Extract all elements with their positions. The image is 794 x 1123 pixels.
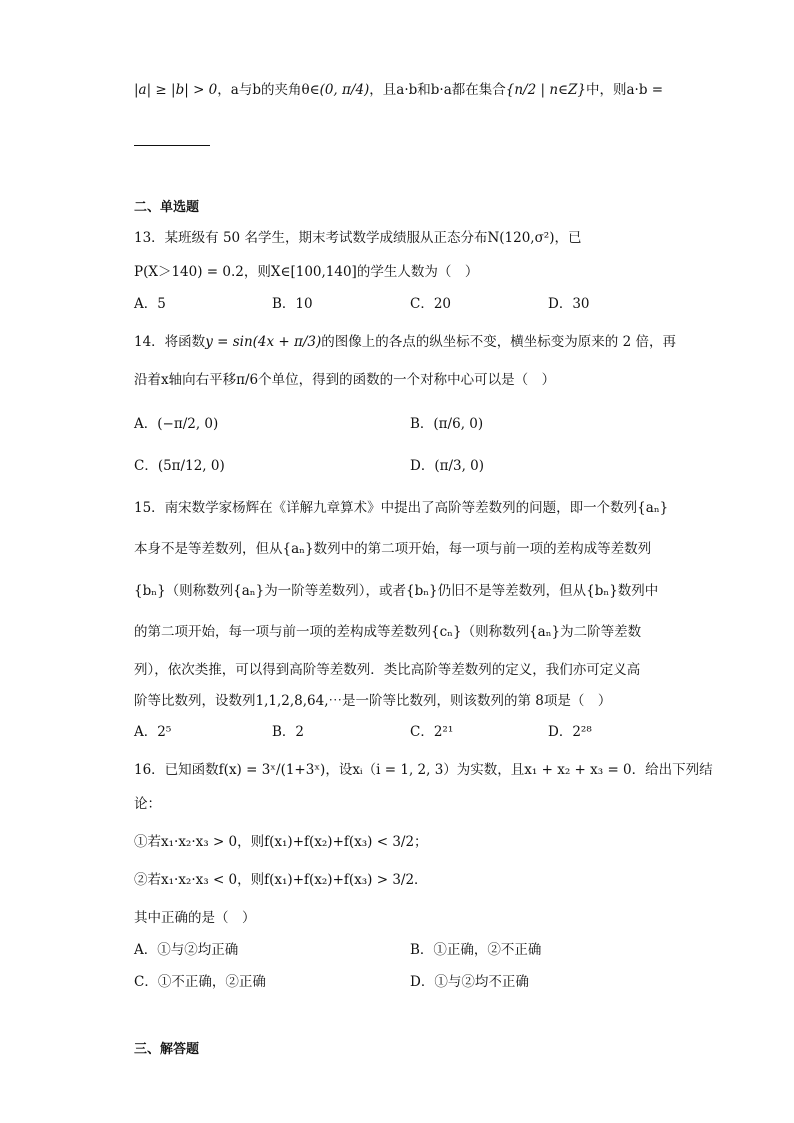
q15-line3: {bₙ}（则称数列{aₙ}为一阶等差数列），或者{bₙ}仍旧不是等差数列，但从{bₙ}数列中 <box>134 583 659 599</box>
q12-tail-line <box>134 80 663 100</box>
q12-text2: ，且a·b和b·a都在集合 <box>369 82 506 98</box>
q16-line1: 16．已知函数f(x) = 3ˣ/(1+3ˣ)，设xᵢ（i = 1, 2, 3）为实数，且x₁ + x₂ + x₃ = 0．给出下列结 <box>134 762 713 778</box>
section-heading-answer-questions: 三、解答题 <box>134 1042 200 1057</box>
q13-option-d: D．30 <box>548 296 590 312</box>
q14-function: y = sin(4x + π/3) <box>205 334 322 350</box>
q16-option-b: B．①正确，②不正确 <box>410 942 542 958</box>
q13-option-b: B．10 <box>272 296 313 312</box>
q13-option-c: C．20 <box>410 296 452 312</box>
q14-option-a: A．(−π/2, 0) <box>134 416 219 432</box>
answer-blank-line <box>134 145 210 146</box>
q12-interval: (0, π/4) <box>319 82 370 98</box>
q15-option-d: D．2²⁸ <box>548 724 592 740</box>
q15-option-c: C．2²¹ <box>410 724 454 740</box>
q14-option-b: B．(π/6, 0) <box>410 416 484 432</box>
q14-line1-suffix: 的图像上的各点的纵坐标不变，横坐标变为原来的 2 倍，再 <box>321 334 676 350</box>
q14-option-c: C．(5π/12, 0) <box>134 458 225 474</box>
q16-option-c: C．①不正确，②正确 <box>134 974 266 990</box>
q15-option-a: A．2⁵ <box>134 724 172 740</box>
q16-line2: 论： <box>134 796 161 812</box>
q16-conclusion-2: ②若x₁·x₂·x₃ < 0，则f(x₁)+f(x₂)+f(x₃) > 3/2． <box>134 872 428 888</box>
q14-line1-prefix: 14．将函数 <box>134 334 206 350</box>
q14-option-d: D．(π/3, 0) <box>410 458 485 474</box>
section-heading-single-choice: 二、单选题 <box>134 200 200 215</box>
q16-option-a: A．①与②均正确 <box>134 942 239 958</box>
q14-line1 <box>134 332 676 352</box>
q13-line1: 13．某班级有 50 名学生，期末考试数学成绩服从正态分布N(120,σ²)，已 <box>134 230 582 246</box>
q12-condition: |a| ≥ |b| > 0 <box>134 82 218 98</box>
q16-question: 其中正确的是（ ） <box>134 910 256 926</box>
q15-line2: 本身不是等差数列，但从{aₙ}数列中的第二项开始，每一项与前一项的差构成等差数列 <box>134 541 652 557</box>
q12-text1: ，a与b的夹角θ∈ <box>217 82 320 98</box>
q16-conclusion-1: ①若x₁·x₂·x₃ > 0，则f(x₁)+f(x₂)+f(x₃) < 3/2； <box>134 834 428 850</box>
q12-text3: 中，则a·b = <box>585 82 664 98</box>
q12-set: {n/2 | n∈Z} <box>505 82 586 98</box>
q15-line6: 阶等比数列，设数列1,1,2,8,64,⋯是一阶等比数列，则该数列的第 8项是（ ） <box>134 693 612 709</box>
q13-line2: P(X＞140) = 0.2，则X∈[100,140]的学生人数为（ ） <box>134 264 479 280</box>
q15-line5: 列），依次类推，可以得到高阶等差数列．类比高阶等差数列的定义，我们亦可定义高 <box>134 662 641 678</box>
q15-option-b: B．2 <box>272 724 305 740</box>
q15-line4: 的第二项开始，每一项与前一项的差构成等差数列{cₙ}（则称数列{aₙ}为二阶等差数 <box>134 624 642 640</box>
q16-option-d: D．①与②均不正确 <box>410 974 529 990</box>
q15-line1: 15．南宋数学家杨辉在《详解九章算术》中提出了高阶等差数列的问题，即一个数列{aₙ} <box>134 500 669 516</box>
q14-line2: 沿着x轴向右平移π/6个单位，得到的函数的一个对称中心可以是（ ） <box>134 372 556 388</box>
q13-option-a: A．5 <box>134 296 166 312</box>
